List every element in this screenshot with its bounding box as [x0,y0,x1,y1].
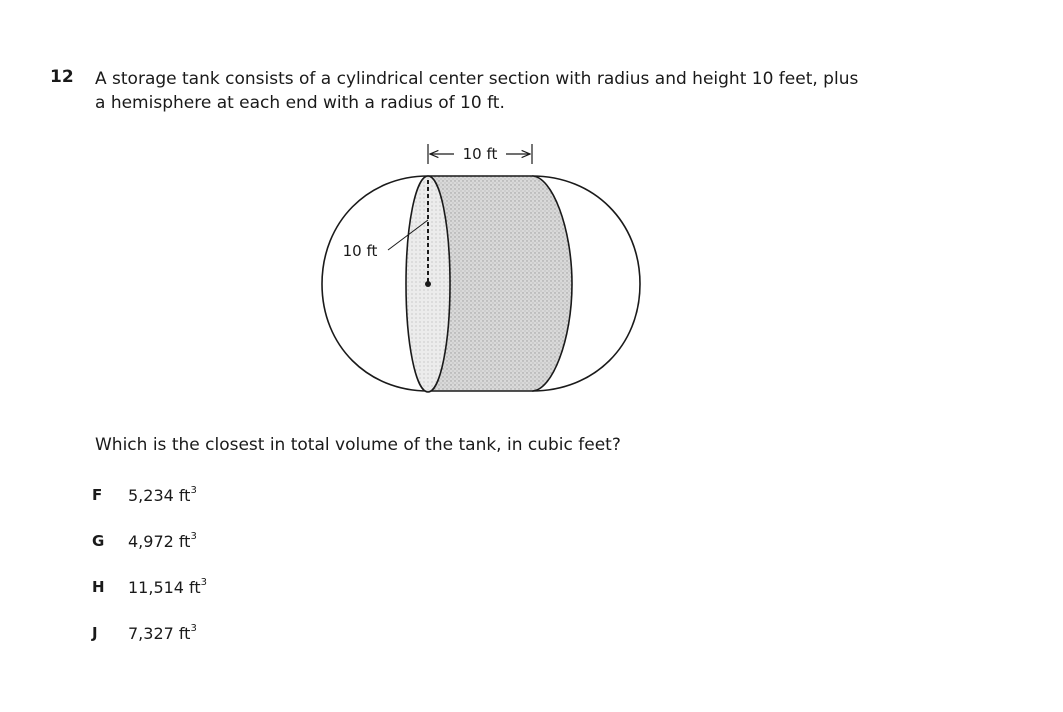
choice-letter: H [92,578,105,596]
question-prompt: Which is the closest in total volume of the tank, in cubic feet? [95,435,621,455]
choice-letter: F [92,486,103,504]
radius-dimension-label: 10 ft [342,242,378,260]
choice-j[interactable] [92,620,207,666]
answer-choices [92,482,207,666]
choice-letter: G [92,532,105,550]
choice-f[interactable] [92,482,207,528]
choice-letter: J [92,624,98,642]
question-line-2: a hemisphere at each end with a radius of 10 ft. [95,93,505,113]
question-text [95,67,995,115]
choice-value: 4,972 $ft^3$ [128,530,197,551]
tank-figure [310,140,660,400]
choice-value: 7,327 $ft^3$ [128,622,197,643]
choice-value: 5,234 $ft^3$ [128,484,197,505]
choice-g[interactable] [92,528,207,574]
question-line-1: A storage tank consists of a cylindrical center section with radius and height 10 feet, plus [95,69,859,89]
width-dimension-label: 10 ft [462,145,498,163]
question-number: 12 [50,67,74,87]
choice-h[interactable] [92,574,207,620]
tank-diagram [310,140,660,400]
center-point [425,281,431,287]
choice-value: 11,514 $ft^3$ [128,576,207,597]
